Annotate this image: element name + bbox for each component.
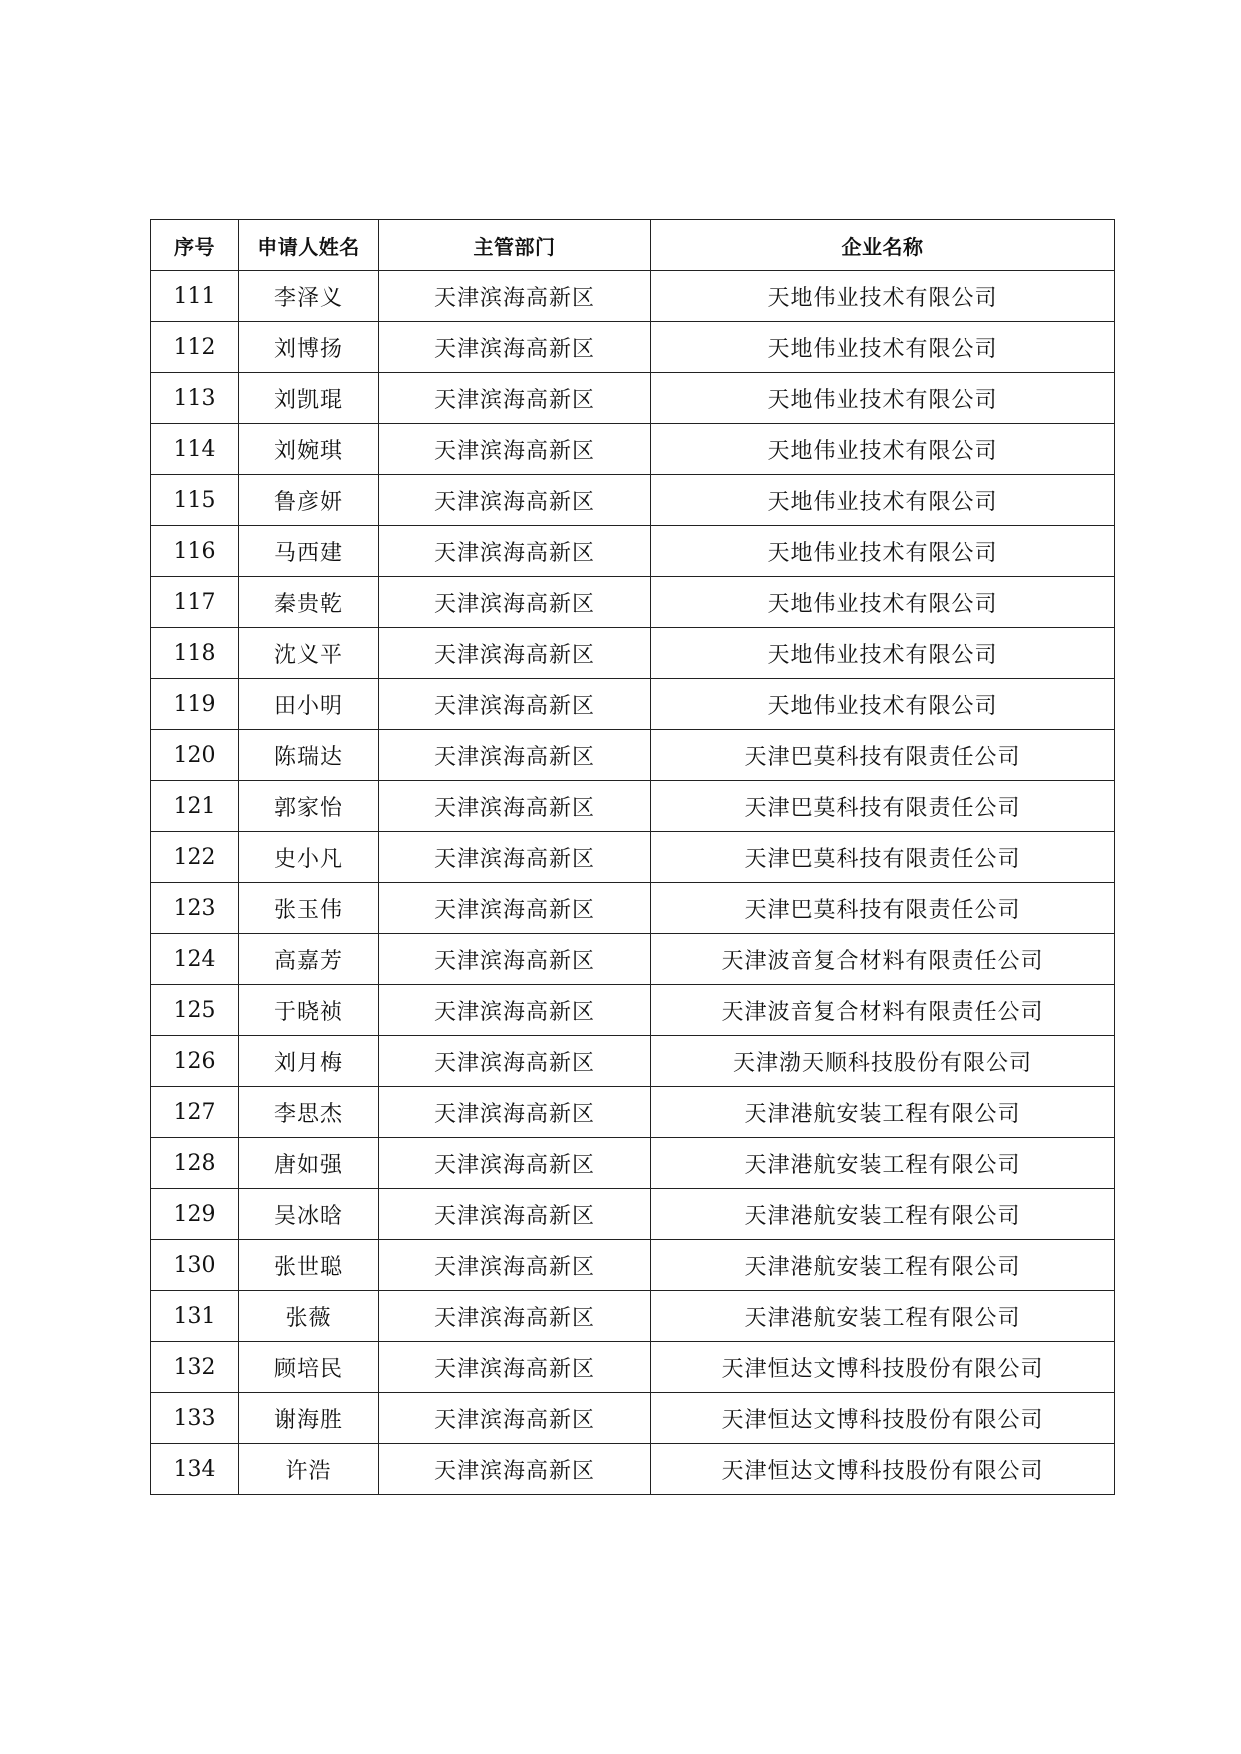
cell-company-name: 天津港航安装工程有限公司 (651, 1240, 1115, 1291)
table-row (151, 679, 1115, 730)
cell-supervising-department: 天津滨海高新区 (379, 424, 651, 475)
cell-supervising-department: 天津滨海高新区 (379, 526, 651, 577)
cell-company-name: 天津渤天顺科技股份有限公司 (651, 1036, 1115, 1087)
cell-company-name: 天地伟业技术有限公司 (651, 679, 1115, 730)
cell-serial-number: 120 (151, 730, 239, 781)
table-row (151, 1138, 1115, 1189)
cell-applicant-name: 张世聪 (239, 1240, 379, 1291)
cell-serial-number: 131 (151, 1291, 239, 1342)
table-row (151, 1036, 1115, 1087)
cell-serial-number: 111 (151, 271, 239, 322)
cell-supervising-department: 天津滨海高新区 (379, 373, 651, 424)
table-row (151, 628, 1115, 679)
cell-applicant-name: 李思杰 (239, 1087, 379, 1138)
table-row (151, 475, 1115, 526)
cell-serial-number: 122 (151, 832, 239, 883)
header-applicant-name: 申请人姓名 (239, 220, 379, 271)
cell-supervising-department: 天津滨海高新区 (379, 1087, 651, 1138)
cell-company-name: 天津波音复合材料有限责任公司 (651, 985, 1115, 1036)
cell-applicant-name: 刘婉琪 (239, 424, 379, 475)
cell-applicant-name: 马西建 (239, 526, 379, 577)
cell-serial-number: 121 (151, 781, 239, 832)
cell-supervising-department: 天津滨海高新区 (379, 883, 651, 934)
cell-applicant-name: 谢海胜 (239, 1393, 379, 1444)
table-row (151, 1444, 1115, 1495)
table-row (151, 832, 1115, 883)
table-row (151, 730, 1115, 781)
cell-supervising-department: 天津滨海高新区 (379, 577, 651, 628)
cell-serial-number: 115 (151, 475, 239, 526)
cell-supervising-department: 天津滨海高新区 (379, 934, 651, 985)
cell-applicant-name: 秦贵乾 (239, 577, 379, 628)
cell-supervising-department: 天津滨海高新区 (379, 832, 651, 883)
table-row (151, 985, 1115, 1036)
cell-supervising-department: 天津滨海高新区 (379, 1342, 651, 1393)
cell-supervising-department: 天津滨海高新区 (379, 1036, 651, 1087)
cell-supervising-department: 天津滨海高新区 (379, 781, 651, 832)
table-row (151, 1240, 1115, 1291)
cell-serial-number: 118 (151, 628, 239, 679)
cell-serial-number: 126 (151, 1036, 239, 1087)
cell-company-name: 天津巴莫科技有限责任公司 (651, 883, 1115, 934)
table-body (151, 271, 1115, 1495)
cell-serial-number: 127 (151, 1087, 239, 1138)
cell-company-name: 天津港航安装工程有限公司 (651, 1291, 1115, 1342)
table-row (151, 577, 1115, 628)
cell-serial-number: 132 (151, 1342, 239, 1393)
cell-serial-number: 125 (151, 985, 239, 1036)
header-supervising-department: 主管部门 (379, 220, 651, 271)
cell-serial-number: 130 (151, 1240, 239, 1291)
cell-serial-number: 128 (151, 1138, 239, 1189)
cell-applicant-name: 顾培民 (239, 1342, 379, 1393)
cell-company-name: 天地伟业技术有限公司 (651, 577, 1115, 628)
cell-supervising-department: 天津滨海高新区 (379, 322, 651, 373)
cell-serial-number: 129 (151, 1189, 239, 1240)
table-row (151, 1291, 1115, 1342)
cell-applicant-name: 刘博扬 (239, 322, 379, 373)
cell-applicant-name: 郭家怡 (239, 781, 379, 832)
cell-applicant-name: 张薇 (239, 1291, 379, 1342)
cell-serial-number: 133 (151, 1393, 239, 1444)
header-serial-number: 序号 (151, 220, 239, 271)
table-row (151, 934, 1115, 985)
cell-company-name: 天地伟业技术有限公司 (651, 271, 1115, 322)
cell-supervising-department: 天津滨海高新区 (379, 475, 651, 526)
cell-applicant-name: 于晓祯 (239, 985, 379, 1036)
cell-supervising-department: 天津滨海高新区 (379, 628, 651, 679)
cell-supervising-department: 天津滨海高新区 (379, 985, 651, 1036)
cell-company-name: 天地伟业技术有限公司 (651, 424, 1115, 475)
cell-serial-number: 124 (151, 934, 239, 985)
cell-company-name: 天地伟业技术有限公司 (651, 526, 1115, 577)
cell-company-name: 天津巴莫科技有限责任公司 (651, 781, 1115, 832)
cell-supervising-department: 天津滨海高新区 (379, 730, 651, 781)
cell-serial-number: 116 (151, 526, 239, 577)
table-row (151, 322, 1115, 373)
table-row (151, 883, 1115, 934)
cell-applicant-name: 鲁彦妍 (239, 475, 379, 526)
cell-company-name: 天津波音复合材料有限责任公司 (651, 934, 1115, 985)
cell-serial-number: 117 (151, 577, 239, 628)
cell-applicant-name: 沈义平 (239, 628, 379, 679)
cell-supervising-department: 天津滨海高新区 (379, 679, 651, 730)
cell-applicant-name: 唐如强 (239, 1138, 379, 1189)
table-row (151, 271, 1115, 322)
cell-applicant-name: 刘凯琨 (239, 373, 379, 424)
table-row (151, 373, 1115, 424)
cell-applicant-name: 高嘉芳 (239, 934, 379, 985)
cell-supervising-department: 天津滨海高新区 (379, 1393, 651, 1444)
cell-company-name: 天津港航安装工程有限公司 (651, 1087, 1115, 1138)
table-row (151, 1087, 1115, 1138)
cell-supervising-department: 天津滨海高新区 (379, 1240, 651, 1291)
cell-serial-number: 123 (151, 883, 239, 934)
cell-company-name: 天津恒达文博科技股份有限公司 (651, 1444, 1115, 1495)
cell-supervising-department: 天津滨海高新区 (379, 1291, 651, 1342)
cell-company-name: 天津恒达文博科技股份有限公司 (651, 1393, 1115, 1444)
cell-serial-number: 134 (151, 1444, 239, 1495)
cell-applicant-name: 刘月梅 (239, 1036, 379, 1087)
applicant-table (150, 219, 1115, 1495)
cell-company-name: 天地伟业技术有限公司 (651, 628, 1115, 679)
cell-company-name: 天津巴莫科技有限责任公司 (651, 730, 1115, 781)
cell-applicant-name: 张玉伟 (239, 883, 379, 934)
table-row (151, 424, 1115, 475)
cell-supervising-department: 天津滨海高新区 (379, 1138, 651, 1189)
cell-serial-number: 114 (151, 424, 239, 475)
cell-company-name: 天津巴莫科技有限责任公司 (651, 832, 1115, 883)
table-row (151, 781, 1115, 832)
table-row (151, 1342, 1115, 1393)
cell-company-name: 天地伟业技术有限公司 (651, 373, 1115, 424)
cell-applicant-name: 史小凡 (239, 832, 379, 883)
cell-applicant-name: 田小明 (239, 679, 379, 730)
cell-supervising-department: 天津滨海高新区 (379, 271, 651, 322)
cell-supervising-department: 天津滨海高新区 (379, 1444, 651, 1495)
cell-company-name: 天津港航安装工程有限公司 (651, 1189, 1115, 1240)
cell-company-name: 天津恒达文博科技股份有限公司 (651, 1342, 1115, 1393)
cell-company-name: 天地伟业技术有限公司 (651, 322, 1115, 373)
cell-company-name: 天地伟业技术有限公司 (651, 475, 1115, 526)
cell-applicant-name: 许浩 (239, 1444, 379, 1495)
cell-applicant-name: 李泽义 (239, 271, 379, 322)
header-company-name: 企业名称 (651, 220, 1115, 271)
table-row (151, 526, 1115, 577)
table-row (151, 1393, 1115, 1444)
cell-serial-number: 119 (151, 679, 239, 730)
cell-applicant-name: 陈瑞达 (239, 730, 379, 781)
cell-serial-number: 112 (151, 322, 239, 373)
cell-company-name: 天津港航安装工程有限公司 (651, 1138, 1115, 1189)
table-row (151, 1189, 1115, 1240)
table-header-row (151, 220, 1115, 271)
cell-serial-number: 113 (151, 373, 239, 424)
cell-supervising-department: 天津滨海高新区 (379, 1189, 651, 1240)
cell-applicant-name: 吴冰晗 (239, 1189, 379, 1240)
